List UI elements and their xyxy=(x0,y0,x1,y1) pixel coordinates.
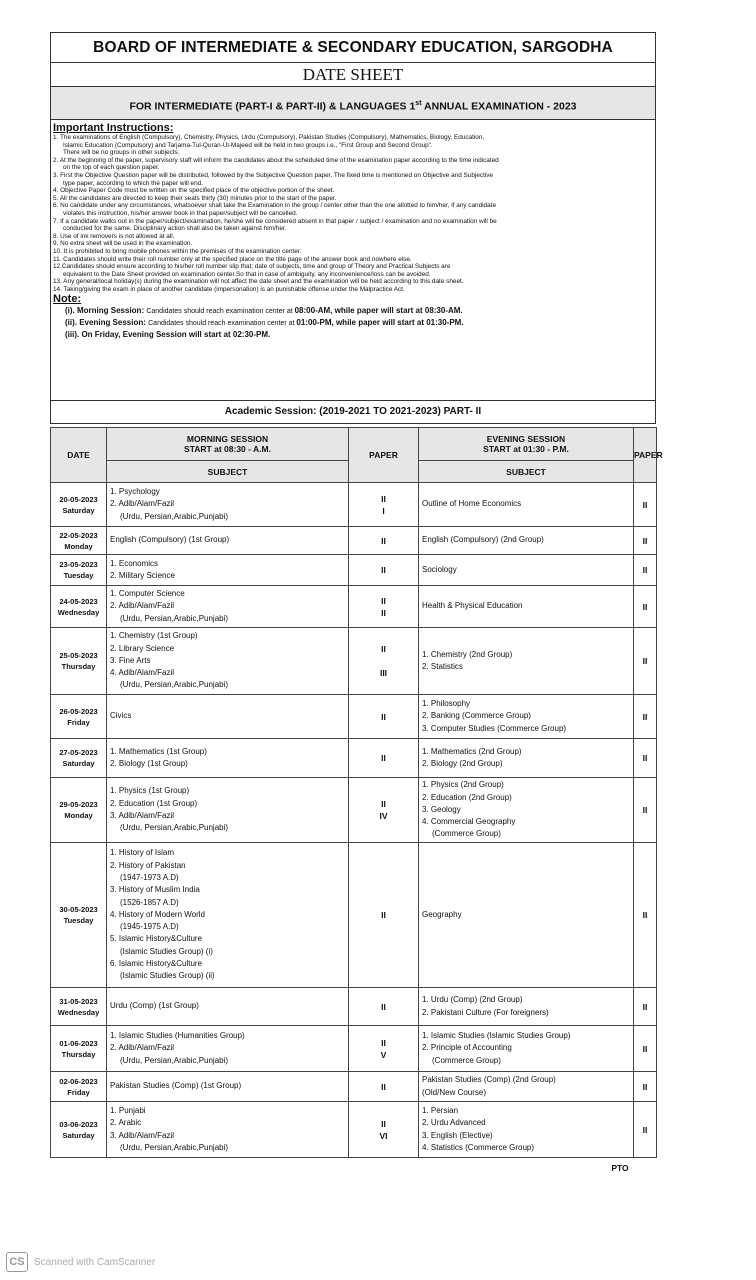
subject-line: 1. Chemistry (2nd Group) xyxy=(422,649,513,659)
instruction-line: 8. Use of ink removers is not allowed at all. xyxy=(53,232,175,240)
subject-line: 2. Principle of Accounting xyxy=(422,1043,512,1053)
morning-subject-cell xyxy=(107,843,349,988)
instruction-line: 4. Objective Paper Code must be written on the specified place of the objective portion of the sheet. xyxy=(53,187,335,195)
evening-subject-cell xyxy=(419,843,634,988)
instruction-line: 3. First the Objective Question paper will be distributed, followed by the Subjective Question paper. The fixed time is mentioned on Objective and Subjective xyxy=(53,171,494,179)
subject-line: 1. Physics (1st Group) xyxy=(110,786,190,796)
paper-number: II xyxy=(642,601,648,612)
paper-number: II xyxy=(381,1037,386,1048)
subject-line: 1. Philosophy xyxy=(422,699,471,709)
paper-number: II xyxy=(381,799,386,809)
instruction-line: conducted for the same. Disciplinary action shall also be taken against him/her. xyxy=(63,225,287,233)
subject-line: (Islamic Studies Group) (ii) xyxy=(120,971,215,981)
date-cell xyxy=(51,778,107,843)
evening-subject-cell xyxy=(419,555,634,586)
subject-line: 4. Statistics (Commerce Group) xyxy=(422,1142,535,1152)
table-row xyxy=(51,988,657,1026)
paper-number: II xyxy=(642,1001,648,1012)
paper-number: II xyxy=(642,711,648,722)
table-row xyxy=(51,555,657,586)
subject-line: 2. Biology (2nd Group) xyxy=(422,759,503,768)
paper-number: II xyxy=(381,565,386,575)
date-cell xyxy=(51,695,107,739)
subject-line: 2. Banking (Commerce Group) xyxy=(422,711,531,721)
paper-number: IV xyxy=(379,811,388,821)
exam-date: 27-05-2023 xyxy=(59,748,98,757)
morning-paper-cell xyxy=(349,483,419,527)
subject-line: 3. Geology xyxy=(422,804,461,814)
subject-line: 2. Biology (1st Group) xyxy=(110,759,188,768)
evening-subject-cell xyxy=(419,1072,634,1102)
exam-date: 26-05-2023 xyxy=(59,706,98,716)
exam-day: Saturday xyxy=(62,759,95,768)
exam-date: 20-05-2023 xyxy=(59,494,98,504)
paper-number: II xyxy=(381,910,386,920)
morning-subject-cell xyxy=(107,778,349,843)
evening-subject-cell xyxy=(419,628,634,695)
date-cell xyxy=(51,628,107,695)
subject-line: 2. History of Pakistan xyxy=(110,860,186,870)
exam-day: Monday xyxy=(64,541,93,551)
subject-line: 1. Mathematics (1st Group) xyxy=(110,746,207,756)
paper-number: II xyxy=(642,1043,648,1054)
subject-line: (Commerce Group) xyxy=(432,1055,501,1065)
evening-session-header xyxy=(419,428,634,461)
instruction-line: 6. No candidate under any circumstances, whatsoever shall take the Examination in the group / center other than the one allotted to him/her, if any candidate xyxy=(53,202,496,210)
paper-number: II xyxy=(642,499,648,510)
col-date-header: DATE xyxy=(51,428,107,483)
session-title: Academic Session: (2019-2021 TO 2021-2023) PART- II xyxy=(50,400,656,424)
subject-line: (1945-1975 A.D) xyxy=(120,922,179,932)
subject-line: 4. Adib/Alam/Fazil xyxy=(110,668,175,678)
exam-date: 30-05-2023 xyxy=(59,905,98,914)
instruction-line: 13. Any general/local holiday(s) during the examination will not affect the date sheet and the examination will be held according to this date sheet. xyxy=(53,278,464,286)
table-row xyxy=(51,1072,657,1102)
paper-number: II xyxy=(381,753,386,763)
notes-list xyxy=(53,305,655,341)
exam-date: 29-05-2023 xyxy=(59,800,98,809)
morning-session-label: MORNING SESSION xyxy=(186,434,269,444)
instruction-line: 7. If a candidate walks out in the paper/subject/examination, he/she will be considered absent in that paper / subject / examination and no examination will be xyxy=(53,217,497,225)
subject-line: (1526-1857 A.D) xyxy=(120,897,179,907)
subject-line: Pakistan Studies (Comp) (1st Group) xyxy=(110,1081,242,1091)
morning-paper-cell xyxy=(349,1026,419,1072)
note-line xyxy=(53,317,655,329)
subject-line: Civics xyxy=(110,711,132,721)
subject-line: Health & Physical Education xyxy=(422,601,523,611)
evening-paper-cell xyxy=(634,527,657,555)
evening-session-label: EVENING SESSION xyxy=(486,434,566,444)
subject-line: 1. Islamic Studies (Islamic Studies Group) xyxy=(422,1031,571,1041)
morning-subject-cell xyxy=(107,555,349,586)
paper-number: II xyxy=(381,535,386,546)
morning-paper-cell xyxy=(349,778,419,843)
morning-paper-cell xyxy=(349,586,419,628)
date-cell xyxy=(51,483,107,527)
evening-session-time: START at 01:30 - P.M. xyxy=(483,444,569,454)
note-title: Note: xyxy=(53,293,82,306)
morning-paper-cell xyxy=(349,527,419,555)
instruction-line: 9. No extra sheet will be used in the examination. xyxy=(53,240,193,248)
subject-line: 3. English (Elective) xyxy=(422,1130,493,1140)
subject-line: 1. Islamic Studies (Humanities Group) xyxy=(110,1031,245,1041)
table-row xyxy=(51,1102,657,1158)
paper-number: II xyxy=(642,1081,648,1092)
subject-line: 1. Mathematics (2nd Group) xyxy=(422,746,522,756)
camscanner-text: Scanned with CamScanner xyxy=(34,1256,156,1268)
subject-line: 1. Punjabi xyxy=(110,1105,146,1115)
paper-number: II xyxy=(381,711,386,722)
exam-day: Wednesday xyxy=(57,1007,100,1017)
evening-paper-cell xyxy=(634,1026,657,1072)
exam-date: 25-05-2023 xyxy=(59,651,98,660)
paper-number: II xyxy=(642,1124,648,1135)
date-cell xyxy=(51,988,107,1026)
date-cell xyxy=(51,586,107,628)
subject-line: 2. Education (1st Group) xyxy=(110,798,198,808)
morning-paper-cell xyxy=(349,739,419,778)
subject-line: (Old/New Course) xyxy=(422,1087,487,1097)
morning-session-header xyxy=(107,428,349,461)
table-row xyxy=(51,483,657,527)
morning-subject-header: SUBJECT xyxy=(107,461,349,483)
subject-line: 1. Physics (2nd Group) xyxy=(422,780,504,790)
evening-paper-cell xyxy=(634,483,657,527)
evening-paper-cell xyxy=(634,586,657,628)
exam-day: Friday xyxy=(67,1087,90,1097)
paper-number: II xyxy=(642,565,648,575)
table-row xyxy=(51,695,657,739)
paper-number: II xyxy=(642,805,648,815)
subject-line: (Urdu, Persian,Arabic,Punjabi) xyxy=(120,511,229,521)
instruction-line: Islamic Education (Compulsory) and Tarjama-Tul-Quran-Ul-Majeed will be held in two groups i.e., "First Group and Second Group". xyxy=(63,141,433,149)
exam-day: Tuesday xyxy=(63,571,94,580)
subject-line: 6. Islamic History&Culture xyxy=(110,959,203,969)
morning-subject-cell xyxy=(107,586,349,628)
table-row xyxy=(51,778,657,843)
exam-title-sup: st xyxy=(415,100,422,107)
evening-paper-cell xyxy=(634,1102,657,1158)
instruction-line: violates this instruction, his/her answer book in that paper/subject will be cancelled. xyxy=(63,209,298,217)
subject-line: 3. History of Muslim India xyxy=(110,885,200,895)
paper-number: II xyxy=(642,753,648,763)
instruction-line: equivalent to the Date Sheet provided on examination center.So that in case of ambiguity, any inconvenience/loss can be avoided. xyxy=(63,270,431,278)
morning-session-time: START at 08:30 - A.M. xyxy=(184,444,271,454)
instruction-line: type paper, according to which the paper will end. xyxy=(63,179,203,187)
note-line xyxy=(53,305,655,317)
subject-line: 1. Chemistry (1st Group) xyxy=(110,631,198,641)
exam-date: 01-06-2023 xyxy=(59,1038,98,1048)
subject-line: 2. Pakistani Culture (For foreigners) xyxy=(422,1007,549,1017)
exam-title-post: ANNUAL EXAMINATION - 2023 xyxy=(421,100,577,113)
paper-number: II xyxy=(642,656,648,666)
subject-line: 1. Economics xyxy=(110,558,159,568)
date-sheet-table xyxy=(50,427,663,1158)
subject-line: 2. Adib/Alam/Fazil xyxy=(110,601,175,611)
subject-line: 2. Arabic xyxy=(110,1118,142,1128)
col-paper-header-evening: PAPER xyxy=(634,428,657,483)
table-row xyxy=(51,586,657,628)
instructions-list xyxy=(53,134,655,293)
morning-subject-cell xyxy=(107,1102,349,1158)
date-cell xyxy=(51,1072,107,1102)
paper-number: II xyxy=(381,607,386,618)
subject-line: (Urdu, Persian,Arabic,Punjabi) xyxy=(120,680,229,690)
morning-subject-cell xyxy=(107,483,349,527)
evening-subject-cell xyxy=(419,1026,634,1072)
evening-subject-cell xyxy=(419,739,634,778)
subject-line: 1. Urdu (Comp) (2nd Group) xyxy=(422,995,523,1005)
instruction-line: There will be no groups in other subjects. xyxy=(63,149,180,157)
paper-number: II xyxy=(381,1118,386,1129)
subject-line: (1947-1973 A.D) xyxy=(120,872,179,882)
evening-subject-cell xyxy=(419,527,634,555)
col-paper-header-morning: PAPER xyxy=(349,428,419,483)
subject-line: Geography xyxy=(422,909,462,919)
subject-line: Urdu (Comp) (1st Group) xyxy=(110,1001,199,1011)
scanner-watermark xyxy=(6,1251,155,1273)
note-label: (iii). On Friday, Evening Session will start at 02:30-PM. xyxy=(65,330,271,340)
exam-date: 31-05-2023 xyxy=(59,996,98,1006)
evening-subject-cell xyxy=(419,988,634,1026)
morning-paper-cell xyxy=(349,1072,419,1102)
note-line xyxy=(53,329,655,341)
morning-subject-cell xyxy=(107,628,349,695)
morning-subject-cell xyxy=(107,1026,349,1072)
exam-title-pre: FOR INTERMEDIATE (PART-I & PART-II) & LANGUAGES 1 xyxy=(129,100,416,113)
table-row xyxy=(51,843,657,988)
exam-date: 23-05-2023 xyxy=(59,560,98,569)
exam-day: Thursday xyxy=(61,1049,96,1059)
subject-line: English (Compulsory) (1st Group) xyxy=(110,535,230,545)
morning-paper-cell xyxy=(349,695,419,739)
morning-subject-cell xyxy=(107,695,349,739)
morning-subject-cell xyxy=(107,527,349,555)
exam-date: 22-05-2023 xyxy=(59,530,98,540)
subject-line: 3. Computer Studies (Commerce Group) xyxy=(422,723,567,733)
evening-paper-cell xyxy=(634,695,657,739)
instruction-line: 14. Taking/giving the exam in place of another candidate (impersonation) is an punishable offense under the Malpractice Act. xyxy=(53,285,405,293)
note-label: (ii). Evening Session: xyxy=(65,318,149,328)
instruction-line: on the top of each question paper. xyxy=(63,164,160,172)
subject-line: 4. History of Modern World xyxy=(110,909,205,919)
paper-number: V xyxy=(380,1049,387,1060)
morning-subject-cell xyxy=(107,739,349,778)
evening-subject-cell xyxy=(419,695,634,739)
evening-subject-cell xyxy=(419,586,634,628)
paper-number xyxy=(349,655,418,667)
evening-paper-cell xyxy=(634,1072,657,1102)
subject-line: 2. Adib/Alam/Fazil xyxy=(110,499,175,509)
note-tail: 08:00-AM, while paper will start at 08:30-AM. xyxy=(294,306,463,316)
exam-day: Tuesday xyxy=(63,916,94,925)
morning-subject-cell xyxy=(107,1072,349,1102)
subject-line: 2. Adib/Alam/Fazil xyxy=(110,1043,175,1053)
date-cell xyxy=(51,555,107,586)
subject-line: (Commerce Group) xyxy=(432,829,501,839)
paper-number: II xyxy=(381,1081,386,1092)
evening-paper-cell xyxy=(634,843,657,988)
pto-label: PTO xyxy=(611,1163,629,1173)
exam-day: Saturday xyxy=(62,505,95,515)
morning-paper-cell xyxy=(349,843,419,988)
date-cell xyxy=(51,1026,107,1072)
subject-line: (Urdu, Persian,Arabic,Punjabi) xyxy=(120,613,229,623)
note-mid: Candidates should reach examination center at xyxy=(146,308,295,316)
subject-line: 1. Psychology xyxy=(110,487,160,497)
evening-subject-cell xyxy=(419,483,634,527)
evening-paper-cell xyxy=(634,555,657,586)
date-cell xyxy=(51,843,107,988)
subject-line: (Urdu, Persian,Arabic,Punjabi) xyxy=(120,823,229,833)
subject-line: 2. Urdu Advanced xyxy=(422,1118,486,1128)
exam-date: 02-06-2023 xyxy=(59,1076,98,1086)
exam-day: Saturday xyxy=(62,1130,95,1140)
exam-date: 24-05-2023 xyxy=(59,596,98,606)
date-cell xyxy=(51,527,107,555)
subject-line: 3. Adib/Alam/Fazil xyxy=(110,1130,175,1140)
instruction-line: 10. It is prohibited to bring mobile phones within the premises of the examination center. xyxy=(53,247,302,255)
camscanner-logo: CS xyxy=(6,1252,28,1272)
paper-number: VI xyxy=(379,1130,388,1141)
subject-line: English (Compulsory) (2nd Group) xyxy=(422,535,544,545)
subject-line: (Urdu, Persian,Arabic,Punjabi) xyxy=(120,1055,229,1065)
evening-subject-header: SUBJECT xyxy=(419,461,634,483)
subject-line: 4. Commercial Geography xyxy=(422,817,516,827)
table-row xyxy=(51,739,657,778)
instruction-line: 12.Candidates should ensure according to his/her roll number slip that; date of subjects, time and group of Theory and Practical Subjects are xyxy=(53,263,451,271)
evening-subject-cell xyxy=(419,778,634,843)
evening-subject-cell xyxy=(419,1102,634,1158)
instructions-title: Important Instructions: xyxy=(53,122,174,134)
date-cell xyxy=(51,1102,107,1158)
paper-number: II xyxy=(642,910,648,920)
subject-line: 1. History of Islam xyxy=(110,848,175,858)
subject-line: (Islamic Studies Group) (i) xyxy=(120,946,213,956)
exam-title xyxy=(50,86,656,120)
instruction-line: 1. The examinations of English (Compulsory), Chemistry, Physics, Urdu (Compulsory), Pakistan Studies (Compulsory), Mathematics, Biology, Education, xyxy=(53,134,485,141)
paper-number: II xyxy=(381,644,386,654)
subject-line: 2. Statistics xyxy=(422,662,463,671)
subject-line: Pakistan Studies (Comp) (2nd Group) xyxy=(422,1075,556,1085)
subject-line: 3. Fine Arts xyxy=(110,655,151,665)
evening-paper-cell xyxy=(634,739,657,778)
board-title: BOARD OF INTERMEDIATE & SECONDARY EDUCATION, SARGODHA xyxy=(50,32,656,62)
morning-paper-cell xyxy=(349,1102,419,1158)
paper-number: I xyxy=(382,505,385,516)
table-row xyxy=(51,628,657,695)
evening-paper-cell xyxy=(634,988,657,1026)
morning-paper-cell xyxy=(349,555,419,586)
instruction-line: 5. All the candidates are directed to keep their seats thirty (30) minutes prior to the start of the paper. xyxy=(53,194,337,202)
evening-paper-cell xyxy=(634,628,657,695)
paper-number: II xyxy=(381,595,386,606)
paper-number: II xyxy=(381,493,386,504)
subject-line: 5. Islamic History&Culture xyxy=(110,934,203,944)
subject-line: 2. Library Science xyxy=(110,643,175,653)
table-row xyxy=(51,527,657,555)
exam-day: Thursday xyxy=(61,662,96,671)
paper-number: II xyxy=(381,1001,386,1012)
note-mid: Candidates should reach examination center at xyxy=(148,320,297,328)
note-label: (i). Morning Session: xyxy=(65,306,147,316)
morning-paper-cell xyxy=(349,628,419,695)
document-title: DATE SHEET xyxy=(50,62,656,86)
morning-paper-cell xyxy=(349,988,419,1026)
evening-paper-cell xyxy=(634,778,657,843)
subject-line: (Urdu, Persian,Arabic,Punjabi) xyxy=(120,1142,229,1152)
date-sheet-rows xyxy=(51,483,657,1158)
subject-line: Outline of Home Economics xyxy=(422,499,522,509)
subject-line: Sociology xyxy=(422,564,457,574)
subject-line: 3. Adib/Alam/Fazil xyxy=(110,811,175,820)
subject-line: 2. Military Science xyxy=(110,571,175,580)
exam-day: Wednesday xyxy=(57,607,100,617)
subject-line: 2. Education (2nd Group) xyxy=(422,792,512,802)
instructions-box xyxy=(50,120,656,400)
date-cell xyxy=(51,739,107,778)
note-tail: 01:00-PM, while paper will start at 01:30-PM. xyxy=(296,318,464,328)
exam-day: Monday xyxy=(64,811,93,820)
subject-line: 1. Computer Science xyxy=(110,589,185,599)
instruction-line: 2. At the beginning of the paper, supervisory staff will inform the candidates about the scheduled time of the examination paper according to the time indicated xyxy=(53,156,499,164)
morning-subject-cell xyxy=(107,988,349,1026)
paper-number: III xyxy=(379,668,388,678)
exam-date: 03-06-2023 xyxy=(59,1119,98,1129)
subject-line: 1. Persian xyxy=(422,1105,459,1115)
instruction-line: 11. Candidates should write their roll number only at the specified place on the title page of the answer book and nowhere else. xyxy=(53,255,412,263)
paper-number: II xyxy=(642,535,648,546)
table-row xyxy=(51,1026,657,1072)
exam-day: Friday xyxy=(67,717,90,727)
